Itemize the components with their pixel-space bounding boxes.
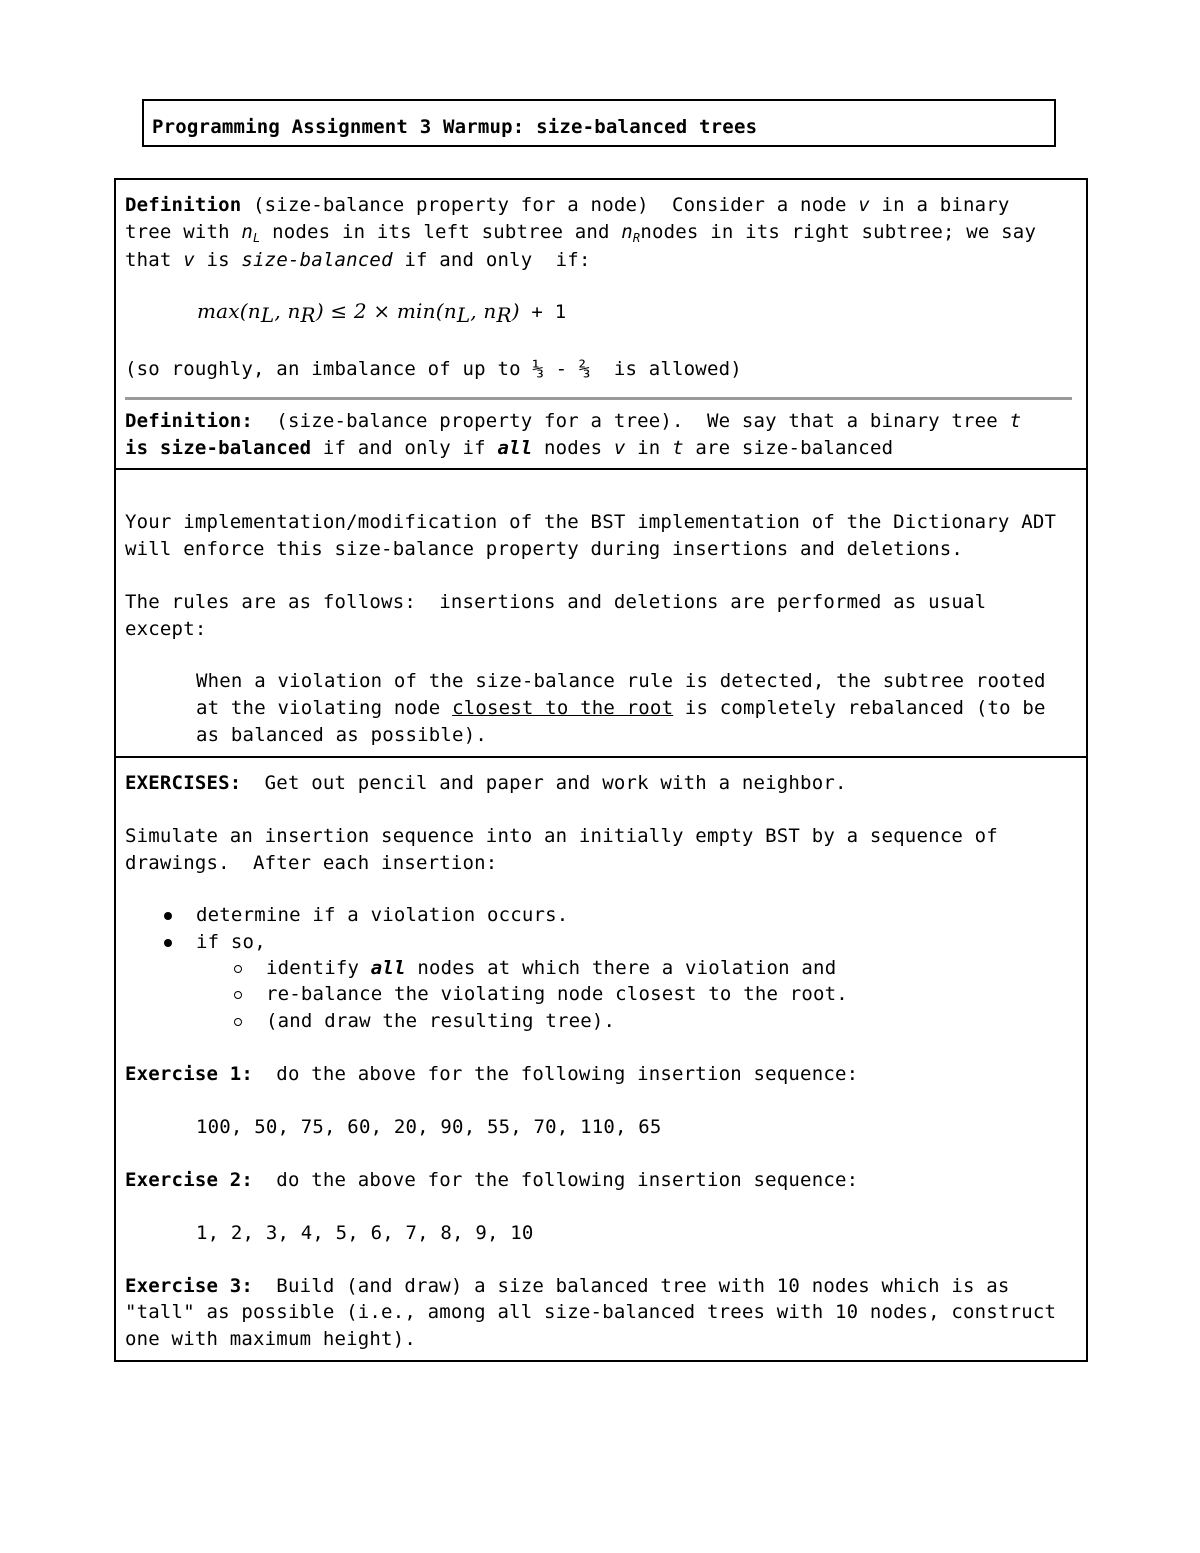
def2-line2: is size-balanced if and only if all nodes v in t are size-balanced <box>125 437 894 459</box>
definitions-section <box>116 180 1086 470</box>
impl-line6: at the violating node closest to the root is completely rebalanced (to be <box>196 697 1046 719</box>
sub-bullet-icon <box>234 991 242 999</box>
sub-bullet-icon <box>234 965 242 973</box>
simulate-line2: drawings. After each insertion: <box>125 852 498 874</box>
def1-line2: tree with $n_L$ nodes in its left subtree and $n_Rnodes$ in its right subtree; we say <box>125 221 1037 245</box>
content-box <box>114 178 1088 1362</box>
exercises-header: EXERCISES: Get out pencil and paper and work with a neighbor. <box>125 772 847 794</box>
bullet-item: if so, <box>196 931 266 953</box>
impl-line5: When a violation of the size-balance rule is detected, the subtree rooted <box>196 670 1046 692</box>
impl-line2: will enforce this size-balance property during insertions and deletions. <box>125 538 964 560</box>
impl-line3: The rules are as follows: insertions and deletions are performed as usual <box>125 591 987 613</box>
section-divider <box>125 397 1072 400</box>
def1-label: Definition <box>125 194 242 216</box>
exercise-1: Exercise 1: do the above for the following insertion sequence: <box>125 1063 859 1085</box>
sub-bullet-icon <box>234 1018 242 1026</box>
exercise-2: Exercise 2: do the above for the following insertion sequence: <box>125 1169 859 1191</box>
implementation-section <box>116 470 1086 758</box>
title-text: Programming Assignment 3 Warmup: size-balanced trees <box>152 116 758 138</box>
def1-line3: that v is size-balanced if and only if: <box>125 249 591 271</box>
page-title <box>142 99 1056 147</box>
impl-line1: Your implementation/modification of the BST implementation of the Dictionary ADT <box>125 511 1057 533</box>
exercise-3-line2: "tall" as possible (i.e., among all size-balanced trees with 10 nodes, construct <box>125 1301 1057 1323</box>
def2-label: Definition: <box>125 410 254 432</box>
imbalance-note: (so roughly, an imbalance of up to ⅓ - ⅔ is allowed) <box>125 358 742 380</box>
sub-bullet-item: (and draw the resulting tree). <box>266 1010 616 1032</box>
exercise-2-sequence: 1, 2, 3, 4, 5, 6, 7, 8, 9, 10 <box>196 1222 534 1244</box>
bullet-icon <box>164 912 172 920</box>
simulate-line1: Simulate an insertion sequence into an initially empty BST by a sequence of <box>125 825 998 847</box>
bullet-item: determine if a violation occurs. <box>196 904 569 926</box>
impl-line4: except: <box>125 618 207 640</box>
def1-line1: Definition (size-balance property for a node) Consider a node v in a binary <box>125 194 1010 216</box>
exercise-1-sequence: 100, 50, 75, 60, 20, 90, 55, 70, 110, 65 <box>196 1116 662 1138</box>
exercise-3: Exercise 3: Build (and draw) a size balanced tree with 10 nodes which is as <box>125 1275 1010 1297</box>
balance-formula: $\max(n_L$, $n_R) \le 2 \times \min(n_L$, $n_R) + 1$ <box>197 299 567 327</box>
sub-bullet-item: identify all nodes at which there a violation and <box>266 957 837 979</box>
exercise-3-line3: one with maximum height). <box>125 1328 416 1350</box>
exercises-section <box>116 758 1086 1360</box>
def2-line1: Definition: (size-balance property for a tree). We say that a binary tree t <box>125 410 1022 432</box>
sub-bullet-item: re-balance the violating node closest to the root. <box>266 983 848 1005</box>
bullet-icon <box>164 939 172 947</box>
impl-line7: as balanced as possible). <box>196 724 487 746</box>
